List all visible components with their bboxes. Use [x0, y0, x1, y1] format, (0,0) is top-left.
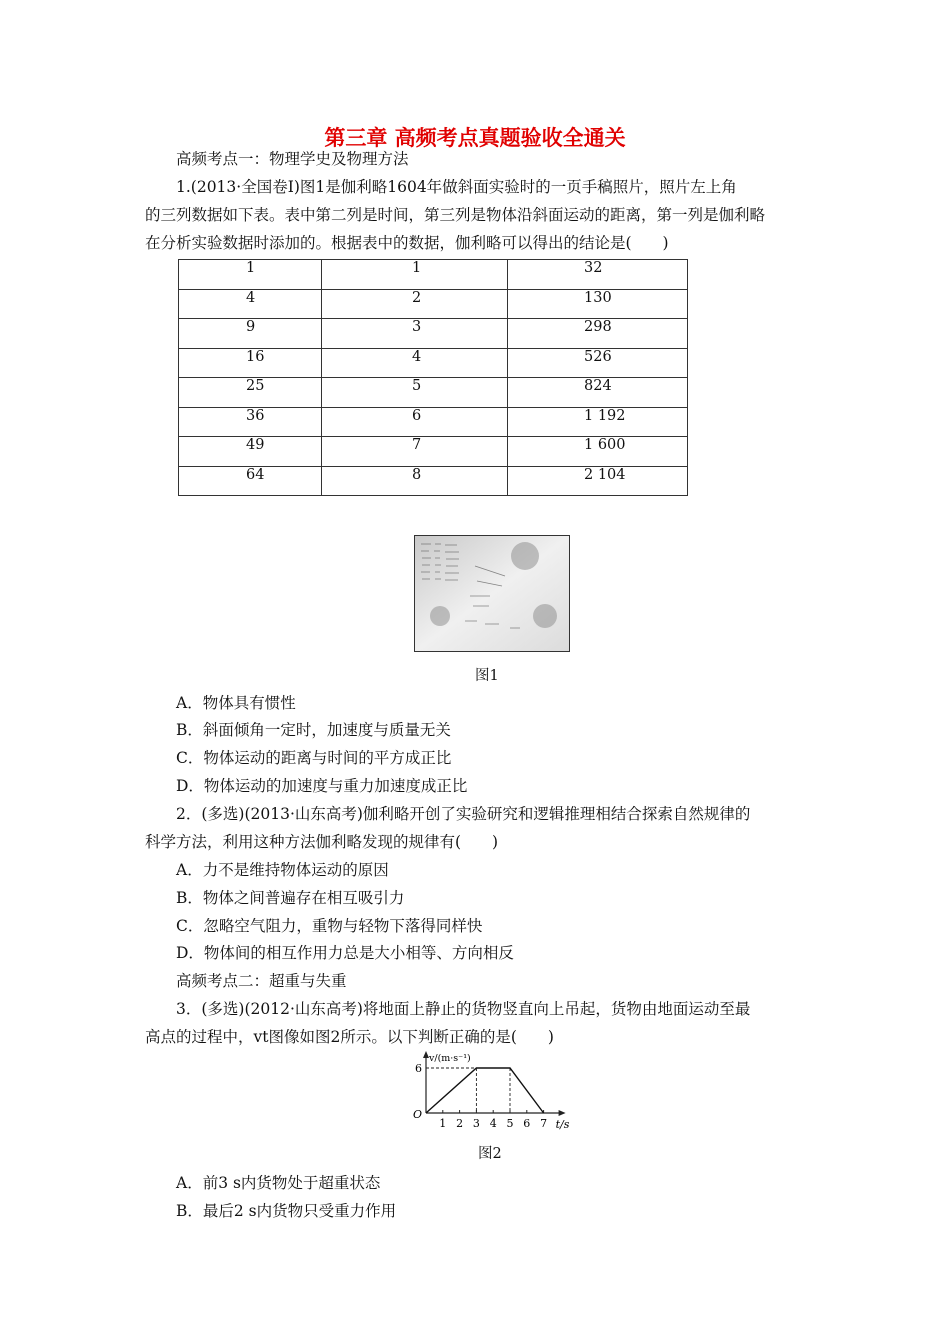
table-cell: 4 — [322, 348, 508, 378]
table-cell: 49 — [179, 437, 322, 467]
section-heading-2: 高频考点二：超重与失重 — [176, 972, 347, 990]
x-tick-label: 3 — [472, 1117, 480, 1130]
page-title: 第三章 高频考点真题验收全通关 — [324, 126, 626, 150]
q1-option-d[interactable]: D．物体运动的加速度与重力加速度成正比 — [176, 777, 468, 795]
table-cell: 1 192 — [508, 407, 688, 437]
table-cell: 64 — [179, 466, 322, 496]
x-tick-label: 1 — [439, 1117, 447, 1130]
section-heading-1: 高频考点一：物理学史及物理方法 — [176, 150, 409, 168]
galileo-data-table — [178, 259, 688, 496]
x-tick-label: 5 — [506, 1117, 514, 1130]
q3-text-line-1: 3．(多选)(2012·山东高考)将地面上静止的货物竖直向上吊起，货物由地面运动至最 — [176, 1000, 751, 1018]
q2-option-c[interactable]: C．忽略空气阻力，重物与轻物下落得同样快 — [176, 917, 483, 935]
q3-option-a[interactable]: A．前3 s内货物处于超重状态 — [176, 1174, 381, 1192]
table-cell: 2 104 — [508, 466, 688, 496]
table-cell: 526 — [508, 348, 688, 378]
x-axis-label: t/s — [555, 1118, 570, 1131]
table-cell: 8 — [322, 466, 508, 496]
x-tick-label: 6 — [523, 1117, 531, 1130]
x-tick-label: 4 — [489, 1117, 497, 1130]
table-cell: 824 — [508, 378, 688, 408]
q2-option-d[interactable]: D．物体间的相互作用力总是大小相等、方向相反 — [176, 944, 514, 962]
table-cell: 130 — [508, 289, 688, 319]
q1-option-c[interactable]: C．物体运动的距离与时间的平方成正比 — [176, 749, 452, 767]
figure-1-caption: 图1 — [475, 668, 499, 684]
table-cell: 36 — [179, 407, 322, 437]
x-axis-arrow — [559, 1110, 566, 1116]
y-axis-label: v/(m·s⁻¹) — [429, 1053, 471, 1064]
figure-2-caption: 图2 — [478, 1146, 502, 1162]
table-row — [179, 407, 688, 437]
q1-text-line-3: 在分析实验数据时添加的。根据表中的数据，伽利略可以得出的结论是( ) — [145, 234, 669, 252]
table-cell: 16 — [179, 348, 322, 378]
origin-label: O — [412, 1108, 422, 1121]
table-row — [179, 289, 688, 319]
table-cell: 3 — [322, 319, 508, 349]
table-cell: 32 — [508, 260, 688, 290]
q1-text-line-1: 1.(2013·全国卷Ⅰ)图1是伽利略1604年做斜面实验时的一页手稿照片，照片左上角 — [176, 178, 737, 196]
table-cell: 5 — [322, 378, 508, 408]
q2-option-a[interactable]: A．力不是维持物体运动的原因 — [176, 861, 389, 879]
table-cell: 1 600 — [508, 437, 688, 467]
table-cell: 1 — [322, 260, 508, 290]
y-tick-label: 6 — [415, 1062, 422, 1075]
figure-1-manuscript-photo — [414, 535, 570, 652]
table-cell: 1 — [179, 260, 322, 290]
table-row — [179, 378, 688, 408]
table-cell: 2 — [322, 289, 508, 319]
x-tick-label: 2 — [456, 1117, 464, 1130]
table-cell: 25 — [179, 378, 322, 408]
table-cell: 298 — [508, 319, 688, 349]
q1-text-line-2: 的三列数据如下表。表中第二列是时间，第三列是物体沿斜面运动的距离，第一列是伽利略 — [145, 206, 766, 224]
q2-text-line-1: 2．(多选)(2013·山东高考)伽利略开创了实验研究和逻辑推理相结合探索自然规律的 — [176, 805, 751, 823]
x-tick-label: 7 — [540, 1117, 548, 1130]
q1-option-a[interactable]: A．物体具有惯性 — [176, 694, 296, 712]
table-cell: 4 — [179, 289, 322, 319]
q3-option-b[interactable]: B．最后2 s内货物只受重力作用 — [176, 1202, 397, 1220]
figure-2-vt-graph — [405, 1050, 580, 1135]
table-row — [179, 466, 688, 496]
table-row — [179, 437, 688, 467]
q3-text-line-2: 高点的过程中，vt图像如图2所示。以下判断正确的是( ) — [145, 1028, 554, 1046]
table-cell: 9 — [179, 319, 322, 349]
table-cell: 6 — [322, 407, 508, 437]
table-row — [179, 319, 688, 349]
vt-series-line — [426, 1068, 544, 1113]
q2-text-line-2: 科学方法，利用这种方法伽利略发现的规律有( ) — [145, 833, 499, 851]
q2-option-b[interactable]: B．物体之间普遍存在相互吸引力 — [176, 889, 405, 907]
q1-option-b[interactable]: B．斜面倾角一定时，加速度与质量无关 — [176, 721, 451, 739]
table-row — [179, 348, 688, 378]
table-row — [179, 260, 688, 290]
table-cell: 7 — [322, 437, 508, 467]
